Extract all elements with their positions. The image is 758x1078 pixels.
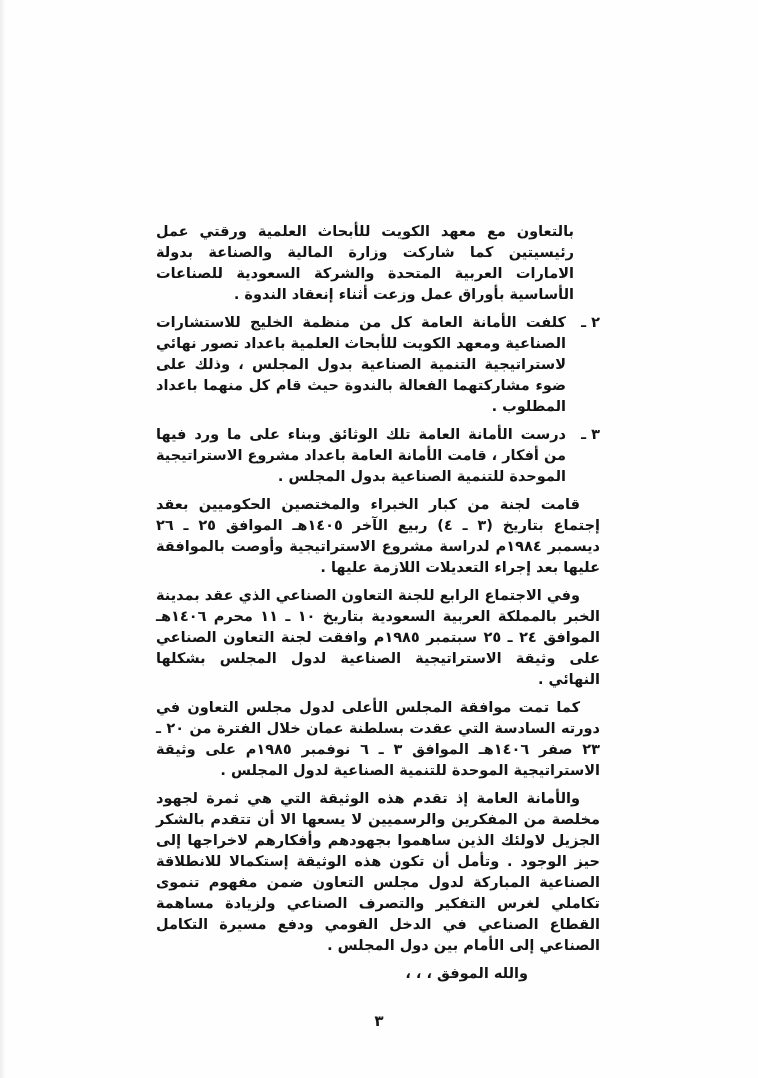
item-3-text: درست الأمانة العامة تلك الوثائق وبناء على ما ورد فيها من أفكار ، قامت الأمانة العامة باعداد مشروع الاستراتيجية الموحدة للتنمية الصناعية بدول المجلس . bbox=[156, 427, 566, 485]
paragraph-continuation: بالتعاون مع معهد الكويت للأبحاث العلمية ورقتي عمل رئيسيتين كما شاركت وزارة المالية والصناعة بدولة الامارات العربية المتحدة والشركة السعودية للصناعات الأساسية بأوراق عمل وزعت أثناء إنعقاد الندوة . bbox=[156, 224, 574, 303]
scan-edge-shadow bbox=[0, 0, 6, 1078]
numbered-item-3 bbox=[156, 425, 600, 488]
item-2-number: ٢ ـ bbox=[581, 315, 600, 331]
document-text-block bbox=[156, 222, 600, 985]
paragraph-secretariat-thanks: والأمانة العامة إذ تقدم هذه الوثيقة التي هي ثمرة لجهود مخلصة من المفكرين والرسميين لا يسعها الا أن تتقدم بالشكر الجزيل لاولئك الذين ساهموا بجهودهم وأفكارهم لاخراجها إلى حيز الوجود . وتأمل أن تكون هذه الوثيقة إستكمالا للانطلاقة الصناعية المباركة لدول مجلس التعاون ضمن مفهوم تنموى تكاملي لغرس التفكير والتصرف الصناعي ولزيادة مساهمة القطاع الصناعي في الدخل القومي ودفع مسيرة التكامل الصناعي إلى الأمام بين دول المجلس . bbox=[156, 791, 600, 954]
paragraph-committee-meeting: قامت لجنة من كبار الخبراء والمختصين الحكوميين بعقد إجتماع بتاريخ (٣ ـ ٤) ربيع الآخر ١٤٠٥هـ الموافق ٢٥ ـ ٢٦ ديسمبر ١٩٨٤م لدراسة مشروع الاستراتيجية وأوصت بالموافقة عليها بعد إجراء التعديلات اللازمة عليها . bbox=[156, 497, 600, 576]
item-3-number: ٣ ـ bbox=[581, 427, 600, 443]
page-number: ٣ bbox=[374, 1012, 384, 1030]
numbered-item-2 bbox=[156, 313, 600, 418]
item-2-text: كلفت الأمانة العامة كل من منظمة الخليج للاستشارات الصناعية ومعهد الكويت للأبحاث العلمية باعداد تصور نهائي لاستراتيجية التنمية الصناعية بدول المجلس ، وذلك على ضوء مشاركتهما الفعالة بالندوة حيث قام كل منهما باعداد المطلوب . bbox=[156, 315, 566, 415]
paragraph-fourth-meeting: وفي الاجتماع الرابع للجنة التعاون الصناعي الذي عقد بمدينة الخبر بالمملكة العربية السعودية بتاريخ ١٠ ـ ١١ محرم ١٤٠٦هـ الموافق ٢٤ ـ ٢٥ سبتمبر ١٩٨٥م وافقت لجنة التعاون الصناعي على وثيقة الاستراتيجية الصناعية لدول المجلس بشكلها النهائي . bbox=[156, 588, 600, 688]
paragraph-supreme-council-approval: كما تمت موافقة المجلس الأعلى لدول مجلس التعاون في دورته السادسة التي عقدت بسلطنة عمان خلال الفترة من ٢٠ ـ ٢٣ صفر ١٤٠٦هـ الموافق ٣ ـ ٦ نوفمبر ١٩٨٥م على وثيقة الاستراتيجية الموحدة للتنمية الصناعية لدول المجلس . bbox=[156, 700, 600, 779]
closing-line: والله الموفق ، ، ، bbox=[405, 966, 528, 982]
